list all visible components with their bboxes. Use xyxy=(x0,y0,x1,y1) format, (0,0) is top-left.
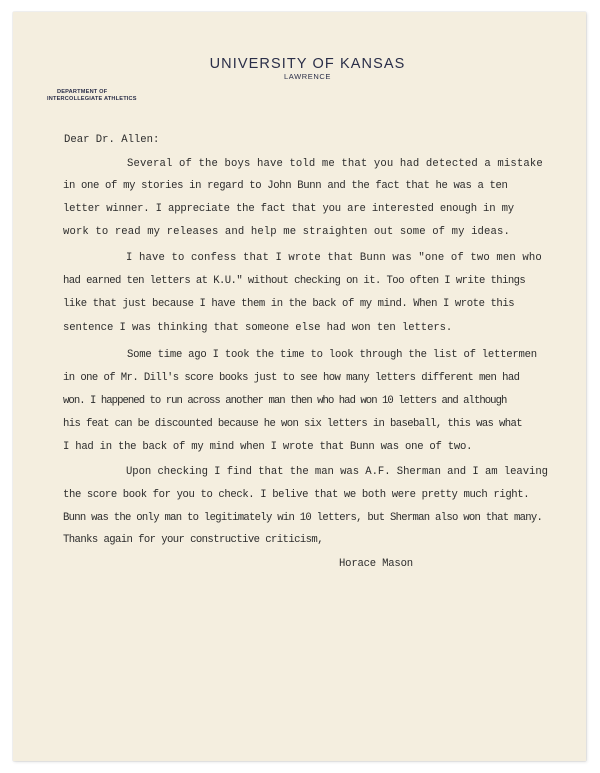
body-line: Thanks again for your constructive criticism, xyxy=(63,534,323,546)
body-line: won. I happened to run across another man then who had won 10 letters and although xyxy=(63,395,507,407)
body-line: in one of Mr. Dill's score books just to see how many letters different men had xyxy=(63,372,520,384)
body-line: Upon checking I find that the man was A.F. Sherman and I am leaving xyxy=(126,466,548,478)
body-line: Bunn was the only man to legitimately win 10 letters, but Sherman also won that many. xyxy=(63,512,543,524)
body-line: Some time ago I took the time to look through the list of lettermen xyxy=(127,349,537,361)
body-line: work to read my releases and help me straighten out some of my ideas. xyxy=(63,226,510,238)
body-line: Several of the boys have told me that you had detected a mistake xyxy=(127,158,543,170)
university-name: UNIVERSITY OF KANSAS xyxy=(209,56,406,72)
body-line: like that just because I have them in the back of my mind. When I wrote this xyxy=(63,298,515,310)
body-line: I had in the back of my mind when I wrote that Bunn was one of two. xyxy=(63,441,473,453)
body-line: the score book for you to check. I belive that we both were pretty much right. xyxy=(63,489,530,501)
body-line: letter winner. I appreciate the fact that you are interested enough in my xyxy=(63,203,514,215)
letter-page xyxy=(13,12,586,761)
body-line: his feat can be discounted because he won six letters in baseball, this was what xyxy=(63,418,522,430)
signature: Horace Mason xyxy=(339,558,413,570)
department-line-2: INTERCOLLEGIATE ATHLETICS xyxy=(47,96,137,102)
department-line-1: DEPARTMENT OF xyxy=(57,89,108,95)
salutation: Dear Dr. Allen: xyxy=(64,134,160,146)
letter-body xyxy=(13,12,586,761)
body-line: had earned ten letters at K.U." without checking on it. Too often I write things xyxy=(63,275,526,287)
body-line: sentence I was thinking that someone else had won ten letters. xyxy=(63,322,453,334)
body-line: in one of my stories in regard to John Bunn and the fact that he was a ten xyxy=(63,180,508,192)
university-city: LAWRENCE xyxy=(283,72,332,81)
body-line: I have to confess that I wrote that Bunn was "one of two men who xyxy=(126,252,542,264)
